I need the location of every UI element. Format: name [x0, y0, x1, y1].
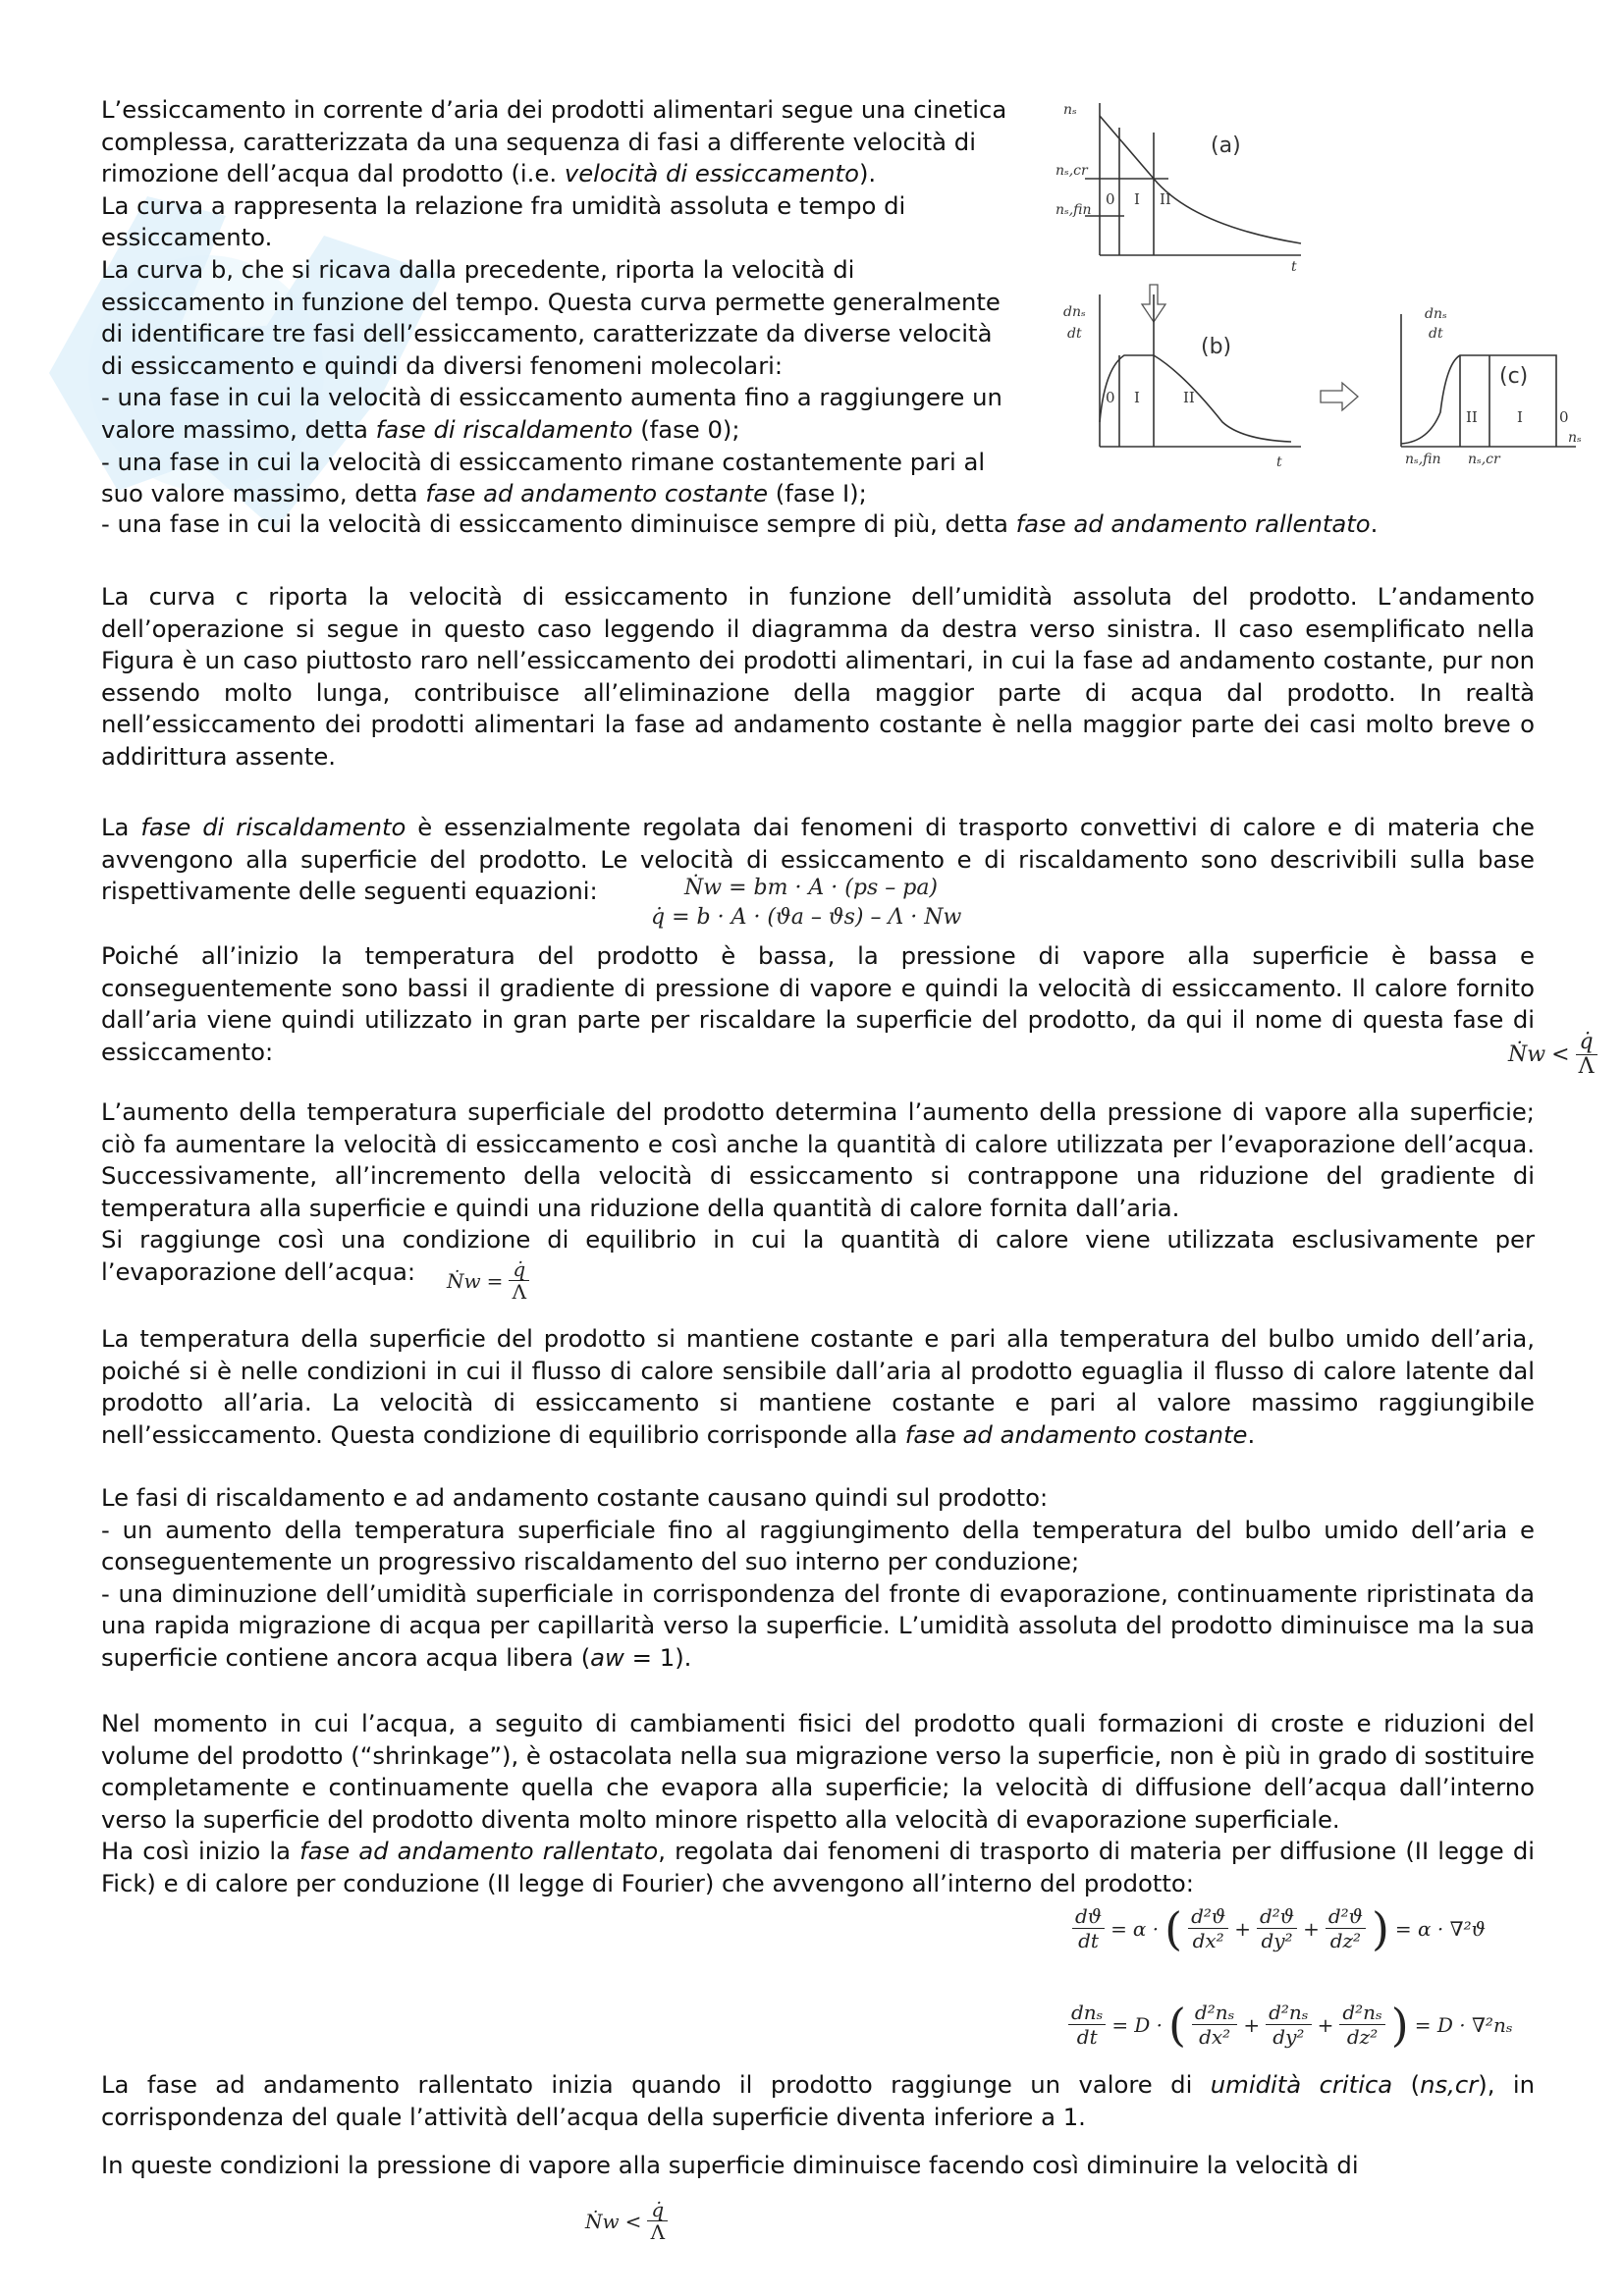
phase-II-label: II: [1466, 408, 1478, 426]
paragraph-pressione: In queste condizioni la pressione di vapore alla superficie diminuisce facendo così diminuire la velocità di: [101, 2151, 1359, 2179]
dt-label: dt: [1067, 326, 1082, 342]
paragraph-riscaldamento: La fase di riscaldamento è essenzialmente regolata dai fenomeni di trasporto convettivi di calore e di materia che avvengono alla superficie del prodotto. Le velocità di essiccamento e di riscaldamento sono descrivibili sulla base rispettivamente delle seguenti equazioni:: [101, 813, 1535, 906]
paragraph-curve-c: La curva c riporta la velocità di essiccamento in funzione dell’umidità assoluta del prodotto. L’andamento dell’operazione si segue in questo caso leggendo il diagramma da destra verso sinistra. Il caso esemplificato nella Figura è un caso piuttosto raro nell’essiccamento dei prodotti alimentari, in cui la fase ad andamento costante, pur non essendo molto lunga, contribuisce all’eliminazione della maggior parte di acqua dal prodotto. In realtà nell’essiccamento dei prodotti alimentari la fase ad andamento costante è nella maggior parte dei casi molto breve o addirittura assente.: [101, 582, 1535, 771]
intro-line: valore massimo, detta fase di riscaldamento (fase 0);: [101, 414, 740, 444]
intro-line: essiccamento.: [101, 223, 273, 252]
label-c: (c): [1499, 364, 1529, 389]
paragraph-fasi: Le fasi di riscaldamento e ad andamento costante causano quindi sul prodotto: - un aumento della temperatura superficiale fino al raggiungimento della temperatura del bulbo umido dell’aria e conseguentemente un progressivo riscaldamento del suo interno per conduzione; - una diminuzione dell’umidità superficiale in corrispondenza del fronte di evaporazione, continuamente ripristinata da una rapida migrazione di acqua per capillarità verso la superficie. L’umidità assoluta del prodotto diminuisce ma la sua superficie contiene ancora acqua libera (aw = 1).: [101, 1483, 1535, 1672]
emphasis: aw: [590, 1642, 624, 1672]
phase-I-label: I: [1134, 190, 1140, 208]
paragraph-rallentato: Nel momento in cui l’acqua, a seguito di cambiamenti fisici del prodotto quali formazioni di croste e riduzioni del volume del prodotto (“shrinkage”), è ostacolata nella sua migrazione verso la superficie, non è più in grado di sostituire completamente e continuamente quella che evapora alla superficie; la velocità di diffusione dell’acqua dall’interno verso la superficie del prodotto diventa molto minore rispetto alla velocità di evaporazione superficiale. Ha così inizio la fase ad andamento rallentato, regolata dai fenomeni di trasporto di materia per diffusione (II legge di Fick) e di calore per conduzione (II legge di Fourier) che avvengono all’interno del prodotto:: [101, 1709, 1535, 1897]
ns-fin-label: nₛ,fin: [1056, 202, 1092, 218]
axis-t-label: t: [1276, 454, 1282, 470]
intro-line: di identificare tre fasi dell’essiccamento, caratterizzate da diverse velocità: [101, 319, 993, 348]
paragraph-aumento: L’aumento della temperatura superficiale del prodotto determina l’aumento della pressione di vapore alla superficie; ciò fa aumentare la velocità di essiccamento e così anche la quantità di calore utilizzata per l’evaporazione dell’acqua. Successivamente, all’incremento della velocità di essiccamento si contrappone una riduzione del gradiente di temperatura alla superficie e quindi una riduzione della quantità di calore fornita dall’aria. Si raggiunge così una condizione di equilibrio in cui la quantità di calore viene utilizzata esclusivamente per l’evaporazione dell’acqua:: [101, 1097, 1535, 1286]
equation-nw-less-than-final: Ṅw < q̇ Λ: [585, 2199, 668, 2243]
ns-cr-label: nₛ,cr: [1056, 163, 1088, 179]
equation-nw-less-than: Ṅw < q̇ Λ: [1508, 1031, 1597, 1079]
emphasis: ns,cr: [1420, 2070, 1479, 2099]
label-b: (b): [1201, 335, 1232, 359]
intro-line: - una fase in cui la velocità di essiccamento rimane costantemente pari al: [101, 447, 986, 476]
phase-0-label: 0: [1559, 408, 1569, 426]
equation-heat-flux: q̇ = b · A · (ϑa – ϑs) – Λ · Nw: [651, 905, 962, 930]
d-ns-label: dnₛ: [1063, 304, 1086, 320]
ns-fin-label: nₛ,fin: [1405, 452, 1441, 467]
intro-line: complessa, caratterizzata da una sequenza di fasi a differente velocità di: [101, 127, 976, 156]
equation-fick: dnₛ dt = D · ( d²nₛ dx² + $\frac{\text{d²nₛ}}{\text{dy²}}$ + $\frac{\text{d²nₛ}}{\text{dz²}}$ ) = D · ∇²nₛ: [1068, 2001, 1513, 2049]
phase-I-label: I: [1517, 408, 1523, 426]
arrow-right-icon: [1321, 383, 1358, 410]
intro-line: di essiccamento e quindi da diversi fenomeni molecolari:: [101, 350, 784, 380]
phase-II-label: II: [1160, 190, 1171, 208]
phase-0-label: 0: [1106, 190, 1115, 208]
intro-line: essiccamento in funzione del tempo. Questa curva permette generalmente: [101, 287, 1001, 316]
intro-line: rimozione dell’acqua dal prodotto (i.e. velocità di essiccamento).: [101, 159, 877, 188]
emphasis: velocità di essiccamento: [564, 159, 859, 188]
intro-line: L’essiccamento in corrente d’aria dei prodotti alimentari segue una cinetica: [101, 95, 1007, 124]
axis-t-label: t: [1291, 259, 1297, 275]
drying-curves-figure: [1056, 98, 1586, 471]
axis-ns-label: nₛ: [1063, 102, 1077, 118]
dt-label: dt: [1429, 326, 1443, 342]
phase-II-label: II: [1183, 389, 1195, 406]
intro-line: La curva b, che si ricava dalla precedente, riporta la velocità di: [101, 254, 855, 284]
intro-paragraph: [101, 94, 1029, 510]
ns-cr-label: nₛ,cr: [1468, 452, 1500, 467]
d-ns-label: dnₛ: [1425, 306, 1447, 322]
intro-line: La curva a rappresenta la relazione fra umidità assoluta e tempo di: [101, 190, 906, 220]
paragraph-inizio: Poiché all’inizio la temperatura del prodotto è bassa, la pressione di vapore alla superficie è bassa e conseguentemente sono bassi il gradiente di pressione di vapore e quindi la velocità di essiccamento. Il calore fornito dall’aria viene quindi utilizzato in gran parte per riscaldare la superficie del prodotto, da qui il nome di questa fase di essiccamento:: [101, 941, 1535, 1066]
phase-I-label: I: [1134, 389, 1140, 406]
emphasis: fase ad andamento costante: [425, 479, 769, 508]
emphasis: fase ad andamento rallentato: [1015, 509, 1371, 538]
emphasis: fase ad andamento rallentato: [299, 1837, 659, 1866]
paragraph-umidita-critica: La fase ad andamento rallentato inizia quando il prodotto raggiunge un valore di umidità critica (ns,cr), in corrispondenza del quale l’attività dell’acqua della superficie diventa inferiore a 1.: [101, 2070, 1536, 2131]
curve-b-panel: [1100, 294, 1301, 447]
emphasis: umidità critica: [1210, 2070, 1393, 2099]
paragraph-temperatura: La temperatura della superficie del prodotto si mantiene costante e pari alla temperatura del bulbo umido dell’aria, poiché si è nelle condizioni in cui il flusso di calore sensibile dall’aria al prodotto eguaglia il flusso di calore latente dal prodotto all’aria. La velocità di essiccamento si mantiene costante e pari al valore massimo raggiungibile nell’essiccamento. Questa condizione di equilibrio corrisponde alla fase ad andamento costante.: [101, 1324, 1535, 1449]
equation-fourier: $\frac{dϑ}{dt}$ = α · ( d²ϑ dx² + $\frac{\text{d²ϑ}}{\text{dy²}}$ + $\frac{\text{d²ϑ}}{\text{dz²}}$ ) = α · ∇²ϑ: [1072, 1904, 1486, 1952]
curve-a-panel: [1085, 103, 1301, 255]
equation-nw-equals: Ṅw = $\frac{q̇}{\Lambda}$: [447, 1258, 529, 1303]
axis-ns-label: nₛ: [1568, 430, 1582, 446]
intro-line: - una fase in cui la velocità di essiccamento aumenta fino a raggiungere un: [101, 383, 1002, 412]
emphasis: fase ad andamento costante: [904, 1419, 1248, 1449]
equation-evaporation-rate: Ṅw = bm · A · (ps – pa): [684, 876, 939, 900]
emphasis: fase di riscaldamento: [375, 414, 633, 444]
curve-c-panel: [1401, 314, 1576, 447]
label-a: (a): [1211, 133, 1241, 158]
phase-0-label: 0: [1106, 389, 1115, 406]
intro-line: suo valore massimo, detta fase ad andamento costante (fase I);: [101, 479, 867, 508]
emphasis: fase di riscaldamento: [140, 813, 406, 841]
intro-line-last: - una fase in cui la velocità di essiccamento diminuisce sempre di più, detta fase ad andamento rallentato.: [101, 509, 1379, 538]
